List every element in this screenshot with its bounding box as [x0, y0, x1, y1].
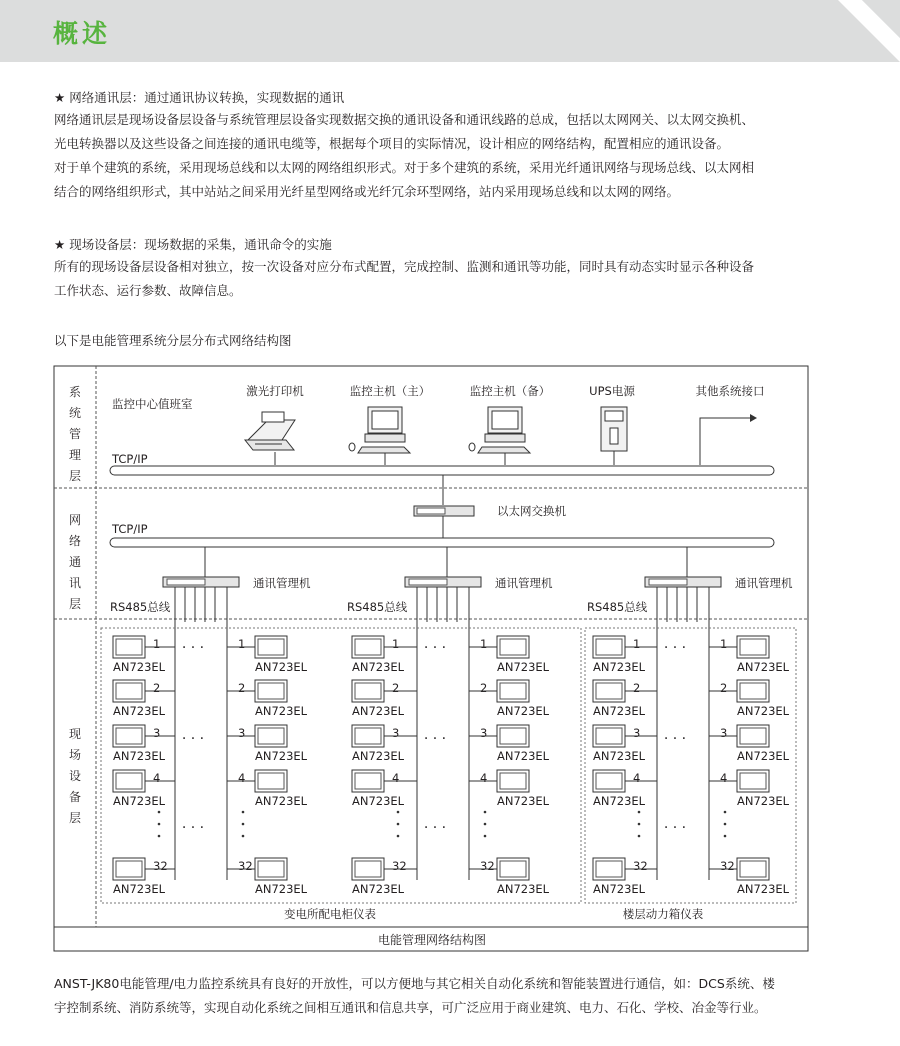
meter-icon — [497, 636, 529, 658]
ellipsis-dots: · · · — [663, 640, 687, 656]
meter-number: 2 — [392, 681, 400, 695]
tcpip-label: TCP/IP — [112, 452, 148, 466]
meter-model-label: AN723EL — [497, 749, 550, 763]
computer-icon-backup — [469, 407, 530, 453]
meter-number: 3 — [633, 726, 641, 740]
meter-model-label: AN723EL — [352, 794, 405, 808]
meter-number: 3 — [238, 726, 246, 740]
comm-manager-label: 通讯管理机 — [735, 576, 793, 590]
meter-icon — [737, 680, 769, 702]
section1-heading-text: 网络通讯层：通过通讯协议转换，实现数据的通讯 — [69, 90, 345, 105]
meter-model-label: AN723EL — [593, 660, 646, 674]
vertical-dot — [242, 811, 245, 814]
meter-icon — [113, 858, 145, 880]
meter-icon — [352, 770, 384, 792]
vertical-dot — [242, 823, 245, 826]
device-label-printer: 激光打印机 — [246, 384, 304, 398]
meter-number: 32 — [720, 859, 735, 873]
section1-line: 结合的网络组织形式，其中站站之间采用光纤星型网络或光纤冗余环型网络，站内采用现场总线和以太网的网络。 — [54, 184, 680, 199]
vertical-dot — [484, 811, 487, 814]
meter-number: 2 — [153, 681, 161, 695]
meter-icon — [593, 858, 625, 880]
meter-model-label: AN723EL — [737, 882, 790, 896]
control-room-label: 监控中心值班室 — [112, 397, 193, 411]
meter-icon — [255, 680, 287, 702]
vertical-dot — [242, 835, 245, 838]
vertical-dot — [638, 835, 641, 838]
comm-manager-icon — [645, 577, 721, 587]
layer-label-system: 系统管理层 — [68, 385, 82, 483]
ups-icon — [601, 407, 627, 451]
meter-model-label: AN723EL — [113, 882, 166, 896]
rs485-label: RS485总线 — [110, 600, 171, 614]
field-groups — [101, 547, 796, 921]
vertical-dot — [638, 823, 641, 826]
comm-manager-icon — [163, 577, 239, 587]
layer-label-network: 网络通讯层 — [68, 513, 82, 611]
vertical-dot — [484, 835, 487, 838]
meter-model-label: AN723EL — [737, 704, 790, 718]
section2-line: 工作状态、运行参数、故障信息。 — [54, 283, 242, 298]
meter-number: 1 — [238, 637, 246, 651]
computer-icon-main — [349, 407, 410, 453]
meter-number: 3 — [720, 726, 728, 740]
vertical-dot — [397, 835, 400, 838]
meter-model-label: AN723EL — [255, 749, 308, 763]
device-label-other-interface: 其他系统接口 — [695, 384, 765, 398]
meter-number: 32 — [238, 859, 253, 873]
meter-model-label: AN723EL — [352, 749, 405, 763]
meter-model-label: AN723EL — [113, 704, 166, 718]
vertical-dot — [724, 835, 727, 838]
meter-icon — [255, 636, 287, 658]
meter-icon — [352, 680, 384, 702]
vertical-dot — [158, 811, 161, 814]
meter-number: 1 — [153, 637, 161, 651]
vertical-dot — [638, 811, 641, 814]
diagram-intro: 以下是电能管理系统分层分布式网络结构图 — [54, 333, 292, 348]
tcpip-label: TCP/IP — [112, 522, 148, 536]
footer-line: ANST-JK80电能管理/电力监控系统具有良好的开放性，可以方便地与其它相关自动化系统和智能装置进行通信，如：DCS系统、楼 — [54, 976, 775, 991]
meter-model-label: AN723EL — [113, 660, 166, 674]
vertical-dot — [158, 835, 161, 838]
ellipsis-dots: · · · — [181, 820, 205, 836]
device-label-ups: UPS电源 — [589, 384, 635, 398]
ellipsis-dots: · · · — [663, 731, 687, 747]
meter-model-label: AN723EL — [737, 749, 790, 763]
meter-icon — [113, 680, 145, 702]
meter-icon — [737, 725, 769, 747]
meter-icon — [593, 636, 625, 658]
footer-body — [54, 972, 854, 1020]
meter-number: 32 — [392, 859, 407, 873]
footer-line: 宇控制系统、消防系统等，实现自动化系统之间相互通讯和信息共享，可广泛应用于商业建筑、电力、石化、学校、冶金等行业。 — [54, 1000, 767, 1015]
meter-icon — [593, 725, 625, 747]
meter-icon — [737, 770, 769, 792]
ellipsis-dots: · · · — [423, 731, 447, 747]
meter-model-label: AN723EL — [255, 794, 308, 808]
meter-number: 4 — [633, 771, 641, 785]
section2-heading-text: 现场设备层：现场数据的采集，通讯命令的实施 — [69, 237, 332, 252]
meter-model-label: AN723EL — [113, 749, 166, 763]
meter-icon — [497, 680, 529, 702]
switch-label: 以太网交换机 — [497, 504, 566, 518]
ellipsis-dots: · · · — [423, 640, 447, 656]
meter-model-label: AN723EL — [113, 794, 166, 808]
vertical-dot — [397, 823, 400, 826]
meter-number: 32 — [153, 859, 168, 873]
meter-model-label: AN723EL — [497, 794, 550, 808]
meter-number: 4 — [153, 771, 161, 785]
meter-model-label: AN723EL — [352, 704, 405, 718]
section1-line: 光电转换器以及这些设备之间连接的通讯电缆等，根据每个项目的实际情况，设计相应的网络结构，配置相应的通讯设备。 — [54, 136, 730, 151]
meter-icon — [255, 725, 287, 747]
meter-model-label: AN723EL — [497, 660, 550, 674]
star-icon: ★ — [54, 90, 66, 105]
meter-model-label: AN723EL — [255, 704, 308, 718]
layer-label-field: 现场设备层 — [68, 727, 82, 825]
meter-number: 2 — [480, 681, 488, 695]
printer-icon — [245, 412, 295, 450]
rs485-label: RS485总线 — [587, 600, 648, 614]
star-icon: ★ — [54, 237, 66, 252]
meter-number: 4 — [480, 771, 488, 785]
meter-number: 32 — [633, 859, 648, 873]
meter-icon — [113, 636, 145, 658]
meter-number: 4 — [392, 771, 400, 785]
device-label-host-backup: 监控主机（备） — [469, 384, 551, 398]
meter-icon — [113, 770, 145, 792]
meter-icon — [593, 770, 625, 792]
comm-manager-label: 通讯管理机 — [495, 576, 553, 590]
vertical-dot — [724, 811, 727, 814]
meter-number: 1 — [633, 637, 641, 651]
meter-model-label: AN723EL — [352, 660, 405, 674]
meter-number: 3 — [480, 726, 488, 740]
meter-icon — [255, 858, 287, 880]
ellipsis-dots: · · · — [181, 731, 205, 747]
meter-number: 4 — [720, 771, 728, 785]
meter-model-label: AN723EL — [593, 794, 646, 808]
meter-number: 4 — [238, 771, 246, 785]
meter-number: 2 — [720, 681, 728, 695]
meter-icon — [497, 770, 529, 792]
meter-number: 1 — [720, 637, 728, 651]
meter-model-label: AN723EL — [737, 794, 790, 808]
meter-number: 2 — [238, 681, 246, 695]
group-label-substation: 变电所配电柜仪表 — [284, 907, 376, 921]
meter-icon — [737, 636, 769, 658]
meter-number: 1 — [392, 637, 400, 651]
tcpip-bus-network — [110, 538, 774, 547]
meter-icon — [113, 725, 145, 747]
meter-number: 32 — [480, 859, 495, 873]
meter-model-label: AN723EL — [255, 660, 308, 674]
meter-icon — [352, 725, 384, 747]
meter-model-label: AN723EL — [593, 882, 646, 896]
meter-model-label: AN723EL — [255, 882, 308, 896]
meter-number: 3 — [392, 726, 400, 740]
vertical-dot — [724, 823, 727, 826]
tcpip-bus-system — [110, 466, 774, 475]
ellipsis-dots: · · · — [663, 820, 687, 836]
rs485-label: RS485总线 — [347, 600, 408, 614]
meter-icon — [593, 680, 625, 702]
meter-model-label: AN723EL — [497, 704, 550, 718]
caption: 电能管理网络结构图 — [377, 933, 487, 947]
meter-icon — [255, 770, 287, 792]
vertical-dot — [484, 823, 487, 826]
meter-model-label: AN723EL — [497, 882, 550, 896]
vertical-dot — [158, 823, 161, 826]
meter-icon — [352, 636, 384, 658]
page-title: 概述 — [53, 19, 112, 48]
meter-model-label: AN723EL — [352, 882, 405, 896]
vertical-dot — [397, 811, 400, 814]
meter-icon — [497, 725, 529, 747]
meter-model-label: AN723EL — [737, 660, 790, 674]
group-label-floor: 楼层动力箱仪表 — [622, 907, 704, 921]
meter-model-label: AN723EL — [593, 749, 646, 763]
meter-icon — [497, 858, 529, 880]
meter-number: 2 — [633, 681, 641, 695]
device-label-host-main: 监控主机（主） — [349, 384, 431, 398]
ellipsis-dots: · · · — [423, 820, 447, 836]
meter-number: 1 — [480, 637, 488, 651]
ellipsis-dots: · · · — [181, 640, 205, 656]
arrow-up-right-icon — [700, 414, 757, 465]
comm-manager-label: 通讯管理机 — [253, 576, 311, 590]
meter-number: 3 — [153, 726, 161, 740]
comm-manager-icon — [405, 577, 481, 587]
section1-line: 对于单个建筑的系统，采用现场总线和以太网的网络组织形式。对于多个建筑的系统，采用光纤通讯网络与现场总线、以太网相 — [54, 160, 755, 175]
section2-line: 所有的现场设备层设备相对独立，按一次设备对应分布式配置，完成控制、监测和通讯等功能，同时具有动态实时显示各种设备 — [54, 259, 755, 274]
meter-model-label: AN723EL — [593, 704, 646, 718]
section1-line: 网络通讯层是现场设备层设备与系统管理层设备实现数据交换的通讯设备和通讯线路的总成，包括以太网网关、以太网交换机、 — [54, 112, 755, 127]
ethernet-switch-icon — [414, 506, 474, 516]
meter-icon — [737, 858, 769, 880]
meter-icon — [352, 858, 384, 880]
